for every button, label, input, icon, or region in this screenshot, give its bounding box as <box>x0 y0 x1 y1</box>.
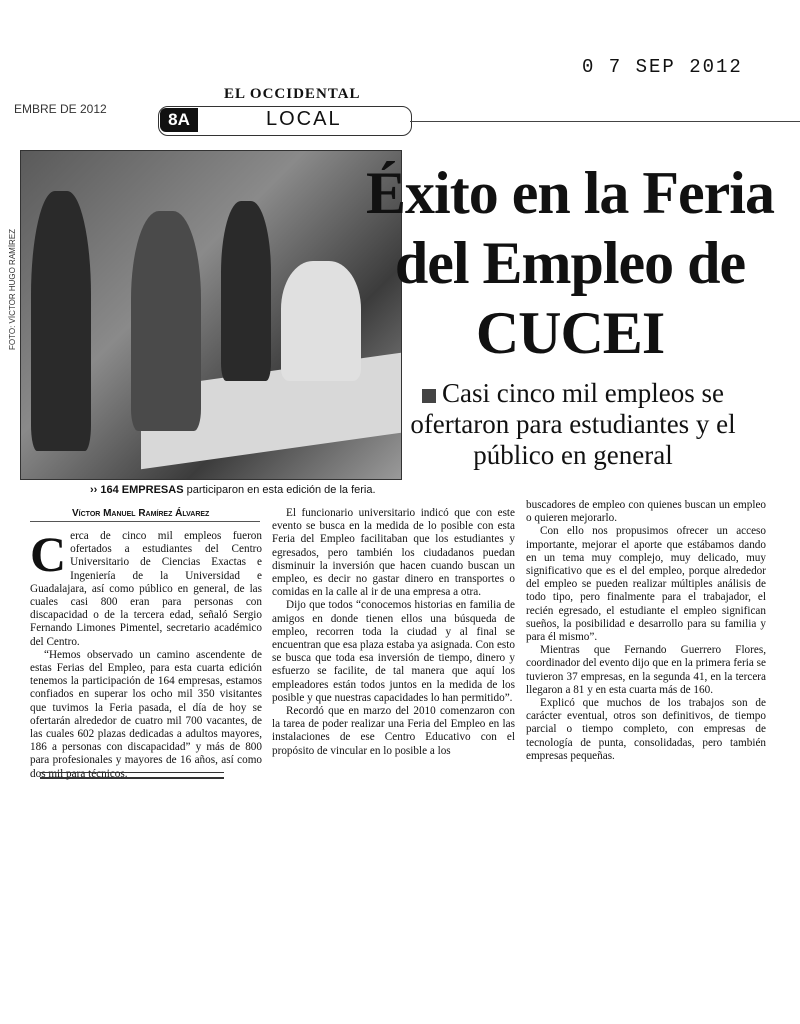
received-date-stamp: 0 7 SEP 2012 <box>582 56 743 78</box>
end-rule <box>40 772 224 779</box>
paragraph: Recordó que en marzo del 2010 comenzaron con la tarea de poder realizar una Feria del Empleo en las instalaciones de ese Centro Educativo con el propósito de vincular en lo posible a los <box>272 705 515 757</box>
folio-date: EMBRE DE 2012 <box>14 102 107 116</box>
byline-rule <box>30 521 260 522</box>
paragraph: El funcionario universitario indicó que con este evento se busca en la medida de lo posible con esta Feria del Empleo facilitaban que los estudiantes y egresados, pero también los ciudadanos puedan disminuir la inversión que hacen cuando buscan un empleo, es decir no gastar dinero en transportes o comidas en la calle al ir de una empresa a otra. <box>272 507 515 599</box>
article-column-2 <box>272 507 515 758</box>
article-column-1 <box>30 526 262 781</box>
headline: Éxito en la Feria del Empleo de CUCEI <box>366 160 774 366</box>
photo-person <box>131 211 201 431</box>
newspaper-name: EL OCCIDENTAL <box>224 86 361 102</box>
caption-text: participaron en esta edición de la feria. <box>183 484 376 496</box>
section-label: LOCAL <box>266 108 342 130</box>
paragraph: Dijo que todos “conocemos historias en familia de amigos en donde tienen ellos una búsqueda de empleo, recorren toda la ciudad y al final se encuentran que esa plaza estaba ya asignada. Con esto se busca que toda esa inversión de tiempo, dinero y esfuerzo se facilite, de tal manera que aquí los empleadores están todos juntos en la medida de los posible y que nuestras capacidades lo han permitido”. <box>272 599 515 704</box>
paragraph: Mientras que Fernando Guerrero Flores, coordinador del evento dijo que en la primera feria se tuvieron 37 empresas, en la segunda 41, en la tercera llegaron a 81 y en esta cuarta más de 160. <box>526 644 766 696</box>
photo-person <box>31 191 91 451</box>
paragraph: Explicó que muchos de los trabajos son de carácter eventual, otros son definitivos, de tiempo parcial o tiempo completo, con empresas de tecnología de punta, consolidadas, pero también empresas pequeñas. <box>526 697 766 762</box>
photo-person <box>221 201 271 381</box>
drop-cap: C <box>30 526 67 582</box>
paragraph: erca de cinco mil empleos fueron ofertados a estudiantes del Centro Universitario de Ciencias Exactas e Ingeniería de la Universidad e Guadalajara, así como público en general, de las cuales casi 800 eran para personas con discapacidad o de la tercera edad, señaló Sergio Fernando Limones Pimentel, secretario académico del Centro. <box>30 530 262 648</box>
paragraph: “Hemos observado un camino ascendente de estas Ferias del Empleo, para esta cuarta edición tenemos la participación de 164 empresas, estamos confiados en superar los ocho mil 350 visitantes que tuvimos la Feria pasada, el día de hoy se ofertarán alrededor de cuatro mil 700 vacantes, de las cuales 602 plazas dedicadas a adultos mayores, 186 a personas con discapacidad” y más de 800 para profesionales y mayores de 16 años, así como dos mil para técnicos. <box>30 648 262 780</box>
page-number: 8A <box>160 108 198 132</box>
caption-bold: ›› 164 EMPRESAS <box>90 484 184 496</box>
photo-person <box>281 261 361 381</box>
article-column-3 <box>526 499 766 763</box>
subheadline <box>408 378 738 471</box>
paragraph: Con ello nos propusimos ofrecer un acceso importante, mejorar el aporte que estábamos dando en un tema muy complejo, muy delicado, muy significativo que es el del empleo, porque alrededor del empleo se pueden realizar múltiples análisis de todo tipo, pero finalmente para el trabajador, el recién egresado, el estudiante el empleo significan sueños, la posibilidad e desarrollo para su familia y para él mismo”. <box>526 525 766 644</box>
news-photo <box>20 150 402 480</box>
paragraph: buscadores de empleo con quienes buscan un empleo o quieren mejorarlo. <box>526 499 766 525</box>
bullet-square-icon <box>422 389 436 403</box>
photo-credit: FOTO: VÍCTOR HUGO RAMÍREZ <box>8 228 17 350</box>
subheadline-text: Casi cinco mil empleos se ofertaron para estudiantes y el público en general <box>410 378 736 470</box>
byline: Víctor Manuel Ramírez Álvarez <box>72 508 210 519</box>
header-rule <box>410 121 800 122</box>
photo-caption <box>90 484 376 496</box>
